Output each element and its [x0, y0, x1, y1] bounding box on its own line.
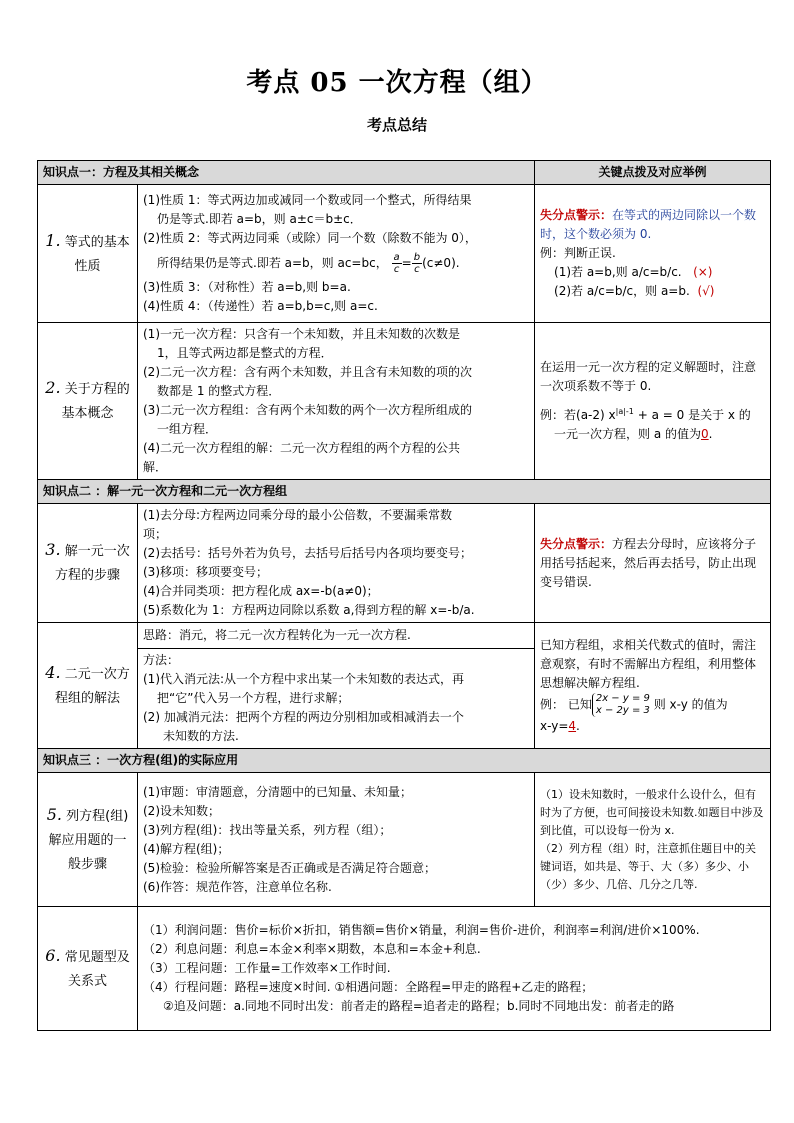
row-tip: 在运用一元一次方程的定义解题时，注意一次项系数不等于 0. 例：若(a-2) $x^{|a|-1} + a = 0$ 是关于 x 的 一元一次方程，则 a 的值为0. — [535, 323, 771, 480]
row-content: （1）利润问题：售价=标价×折扣，销售额=售价×销量，利润=售价-进价，利润率=利润/进价×100%. （2）利息问题：利息=本金×利率×期数，本息和=本金+利息. （3）工程问题：工作量=工作效率×工作时间. （4）行程问题：路程=速度×时间. ①相遇问题：全路程=甲走的路程+乙走的路程； ②追及问题：a.同地不同时出发：前者走的路程=追者走的路程；b.同时不同地出发：前者走的路 — [138, 907, 771, 1031]
section-header-1 — [38, 161, 771, 185]
row-content: (1)审题：审清题意，分清题中的已知量、未知量； (2)设未知数； (3)列方程(组)：找出等量关系，列方程（组）； (4)解方程(组)； (5)检验：检验所解答案是否正确或是否满足符合题意； (6)作答：规范作答，注意单位名称. — [138, 773, 535, 907]
row-label: 1. 等式的基本性质 — [38, 185, 138, 323]
section-header-left: 知识点二 ：解一元一次方程和二元一次方程组 — [38, 480, 771, 504]
fraction: $\frac{b}{c}$ — [413, 252, 421, 275]
table-row — [38, 185, 771, 323]
row-content: 方法： (1)代入消元法:从一个方程中求出某一个未知数的表达式，再 把“它”代入另一个方程，进行求解； (2) 加减消元法：把两个方程的两边分别相加或相减消去一个 未知数的方法. — [138, 649, 535, 749]
row-tip: 失分点警示：在等式的两边同除以一个数时，这个数必须为 0. 例：判断正误. (1)若 a=b,则 a/c=b/c. (×) (2)若 a/c=b/c，则 a=b. (√) — [535, 185, 771, 323]
page-subtitle: 考点总结 — [366, 116, 427, 134]
section-header-right: 关键点拨及对应举例 — [535, 161, 771, 185]
section-header-left: 知识点一：方程及其相关概念 — [38, 161, 535, 185]
table-row — [38, 623, 771, 649]
row-content: (1)一元一次方程：只含有一个未知数，并且未知数的次数是 1，且等式两边都是整式的方程． (2)二元一次方程：含有两个未知数，并且含有未知数的项的次 数都是 1 的整式方程． (3)二元一次方程组：含有两个未知数的两个一次方程所组成的 一组方程． (4)二元一次方程组的解：二元一次方程组的两个方程的公共 解． — [138, 323, 535, 480]
fraction: $\frac{a}{c}$ — [393, 252, 400, 275]
row-label: 3. 解一元一次方程的步骤 — [38, 504, 138, 623]
section-header-left: 知识点三 ：一次方程(组)的实际应用 — [38, 749, 771, 773]
row-label: 2. 关于方程的基本概念 — [38, 323, 138, 480]
table-row — [38, 773, 771, 907]
row-label: 6. 常见题型及关系式 — [38, 907, 138, 1031]
row-content-top: 思路：消元，将二元一次方程转化为一元一次方程. — [138, 623, 535, 649]
row-tip: 失分点警示：方程去分母时，应该将分子用括号括起来，然后再去括号，防止出现变号错误. — [535, 504, 771, 623]
page-title: 考点 05 一次方程（组） — [246, 68, 548, 98]
row-tip: 已知方程组，求相关代数式的值时，需注意观察，有时不需解出方程组，利用整体思想解决解方程组. 例： 已知 2x − y = 9 x − 2y = 3 则 x-y 的值为 x-y=4. — [535, 623, 771, 749]
equation-system: 2x − y = 9 x − 2y = 3 — [592, 693, 650, 717]
row-label: 4. 二元一次方程组的解法 — [38, 623, 138, 749]
summary-table — [37, 160, 771, 1031]
table-row — [38, 323, 771, 480]
row-label: 5. 列方程(组)解应用题的一般步骤 — [38, 773, 138, 907]
row-content: (1)去分母:方程两边同乘分母的最小公倍数，不要漏乘常数 项； (2)去括号：括号外若为负号，去括号后括号内各项均要变号； (3)移项：移项要变号； (4)合并同类项：把方程化成 ax=-b(a≠0)； (5)系数化为 1：方程两边同除以系数 a,得到方程的解 x=-b/a. — [138, 504, 535, 623]
section-header-2 — [38, 480, 771, 504]
table-row — [38, 907, 771, 1031]
table-row — [38, 504, 771, 623]
row-tip: （1）设未知数时，一般求什么设什么，但有时为了方便，也可间接设未知数.如题目中涉及到比值，可以设每一份为 x. （2）列方程（组）时，注意抓住题目中的关键词语，如共是、等于、大（多）多少、小（少）多少、几倍、几分之几等. — [535, 773, 771, 907]
row-content: (1)性质 1：等式两边加或减同一个数或同一个整式，所得结果 仍是等式.即若 a=b，则 a±c＝b±c． (2)性质 2：等式两边同乘（或除）同一个数（除数不能为 0）， 所得结果仍是等式.即若 a=b，则 ac=bc， $\frac{a}{c}$ = $\frac{b}{c}$ (c≠0). (3)性质 3：（对称性）若 a=b,则 b=a. (4)性质 4：（传递性）若 a=b,b=c,则 a=c. — [138, 185, 535, 323]
section-header-3 — [38, 749, 771, 773]
